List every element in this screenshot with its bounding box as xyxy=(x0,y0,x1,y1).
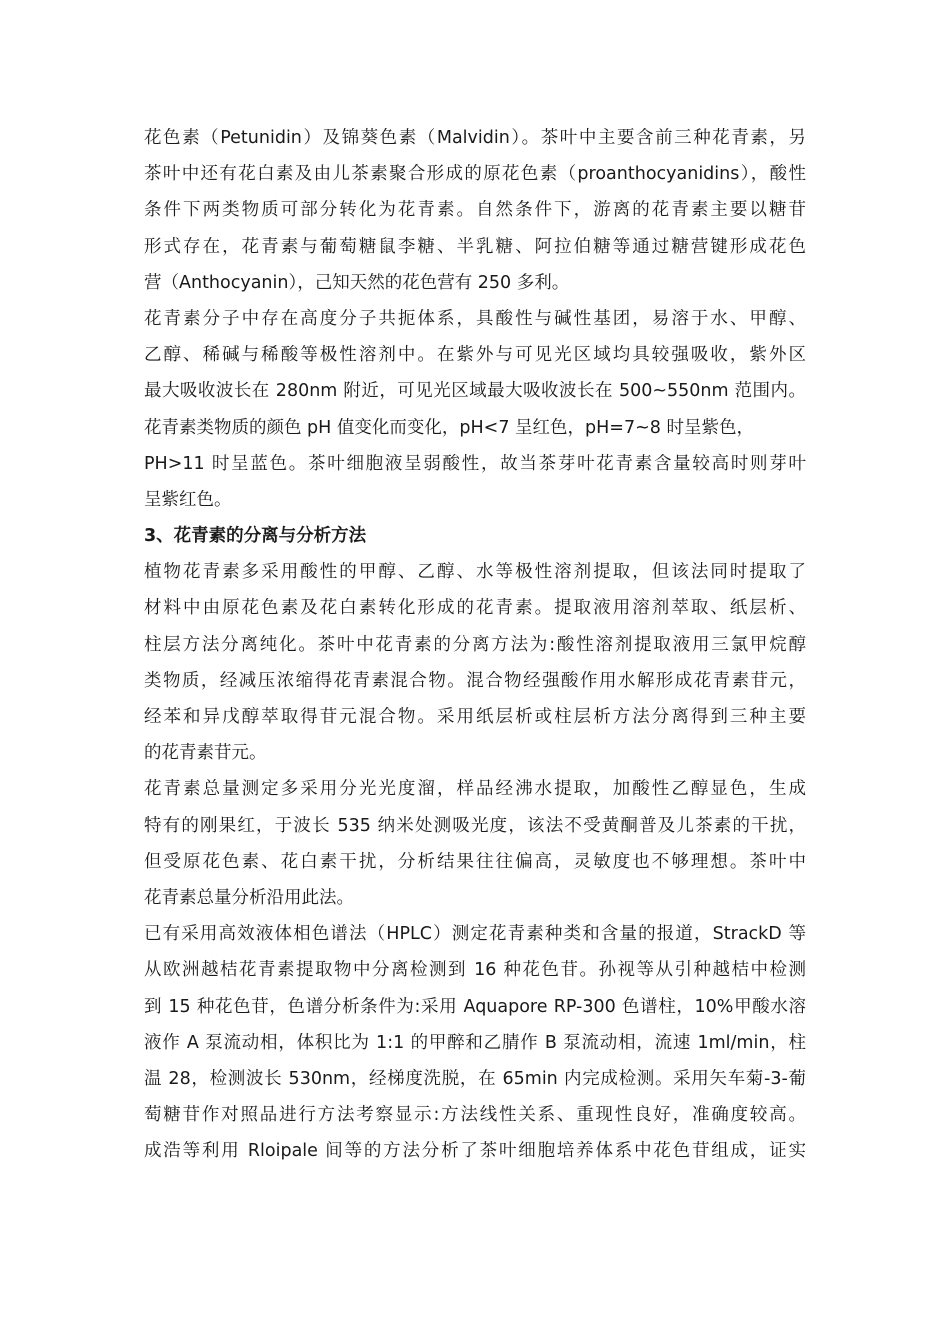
text-line: 从欧洲越桔花青素提取物中分离检测到 16 种花色苷。孙视等从引种越桔中检测 xyxy=(144,960,806,981)
text-line: 营（Anthocyanin），己知天然的花色营有 250 多利。 xyxy=(144,272,570,293)
text-line: 花青素分子中存在高度分子共扼体系，具酸性与碱性基团，易溶于水、甲醇、 xyxy=(144,308,806,329)
text-line: 呈紫红色。 xyxy=(144,489,232,510)
text-line: 花色素（Petunidin）及锦葵色素（Malvidin）。茶叶中主要含前三种花青素，另 xyxy=(144,128,806,148)
text-line: 材料中由原花色素及花白素转化形成的花青素。提取液用溶剂萃取、纸层析、 xyxy=(144,598,806,619)
text-line: 花青素总量测定多采用分光光度溜，样品经沸水提取，加酸性乙醇显色，生成 xyxy=(144,779,806,800)
text-line: 条件下两类物质可部分转化为花青素。自然条件下，游离的花青素主要以糖苷 xyxy=(144,200,806,221)
text-line: 特有的刚果红，于波长 535 纳米处测吸光度，该法不受黄酮普及儿茶素的干扰， xyxy=(144,815,806,836)
text-line: 茶叶中还有花白素及由儿茶素聚合形成的原花色素（proanthocyanidins），酸性 xyxy=(144,164,806,185)
text-line: 乙醇、稀碱与稀酸等极性溶剂中。在紫外与可见光区域均具较强吸收，紫外区 xyxy=(144,345,806,366)
text-line: 类物质，经减压浓缩得花青素混合物。混合物经强酸作用水解形成花青素苷元， xyxy=(144,670,806,691)
text-line: 最大吸收波长在 280nm 附近，可见光区域最大吸收波长在 500~550nm 范围内。 xyxy=(144,381,806,402)
text-line: 经苯和异戊醇萃取得苷元混合物。采用纸层析或柱层析方法分离得到三种主要 xyxy=(144,707,806,727)
section-heading: 3、花青素的分离与分析方法 xyxy=(144,526,367,547)
document-body xyxy=(144,120,806,1169)
text-line: 成浩等利用 Rloipale 间等的方法分析了茶叶细胞培养体系中花色苷组成，证实 xyxy=(144,1141,806,1162)
text-line: 液作 A 泵流动相，体积比为 1:1 的甲醉和乙腈作 B 泵流动相，流速 1ml/min，柱 xyxy=(144,1032,806,1053)
text-line: PH>11 时呈蓝色。茶叶细胞液呈弱酸性，故当茶芽叶花青素含量较高时则芽叶 xyxy=(144,453,806,474)
text-line: 形式存在，花青素与葡萄糖鼠李糖、半乳糖、阿拉伯糖等通过糖营键形成花色 xyxy=(144,236,806,257)
text-line: 柱层方法分离纯化。茶叶中花青素的分离方法为:酸性溶剂提取液用三氯甲烷醇 xyxy=(144,634,806,655)
text-line: 萄糖苷作对照品进行方法考察显示:方法线性关系、重现性良好，准确度较高。 xyxy=(144,1105,806,1126)
text-line: 到 15 种花色苷，色谱分析条件为:采用 Aquapore RP-300 色谱柱，10%甲酸水溶 xyxy=(144,996,806,1017)
text-line: 温 28，检测波长 530nm，经梯度洗脱，在 65min 内完成检测。采用矢车菊-3-葡 xyxy=(144,1068,806,1089)
text-line: 的花青素苷元。 xyxy=(144,743,267,764)
text-line: 已有采用高效液体相色谱法（HPLC）测定花青素种类和含量的报道，StrackD 等 xyxy=(144,924,806,945)
text-line: 植物花青素多采用酸性的甲醇、乙醇、水等极性溶剂提取，但该法同时提取了 xyxy=(144,562,806,583)
text-line: 但受原花色素、花白素干扰，分析结果往往偏高，灵敏度也不够理想。茶叶中 xyxy=(144,851,806,872)
text-line: 花青素类物质的颜色 pH 值变化而变化，pH<7 呈红色，pH=7~8 时呈紫色， xyxy=(144,417,754,438)
text-line: 花青素总量分析沿用此法。 xyxy=(144,887,354,908)
